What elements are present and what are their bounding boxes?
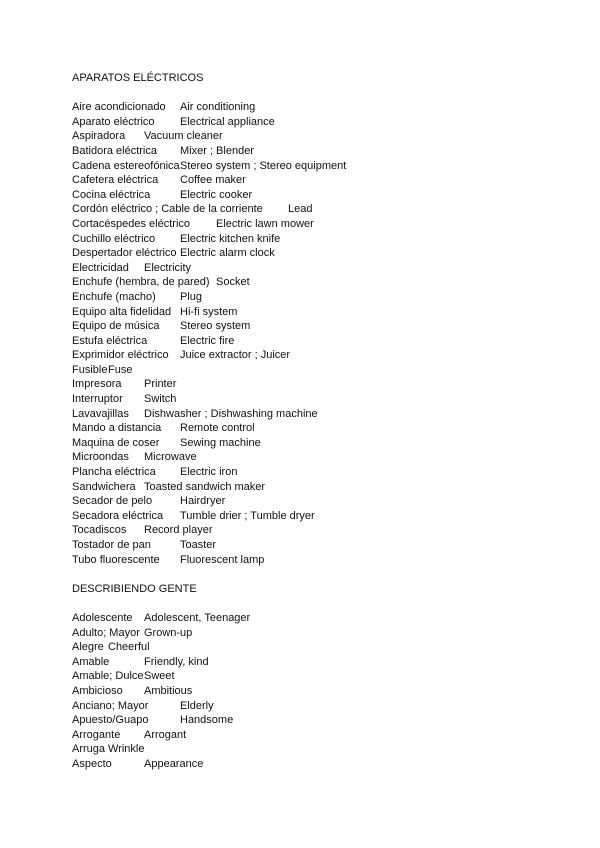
entry-row [72, 363, 572, 378]
english-term: Coffee maker [180, 174, 246, 187]
spanish-term: Adulto; Mayor [72, 626, 140, 639]
english-term: Cheerful [108, 641, 150, 654]
entry-row [72, 129, 572, 144]
entry-row [72, 523, 572, 538]
english-term: Switch [144, 393, 177, 406]
english-term: Electric kitchen knife [180, 232, 281, 245]
english-term: Microwave [144, 451, 197, 464]
spanish-term: Adolescente [72, 611, 133, 624]
english-term: Arrogant [144, 728, 187, 741]
spanish-term: Cadena estereofónica [72, 159, 180, 172]
english-term: Friendly, kind [144, 655, 209, 668]
document-page [72, 71, 572, 772]
spanish-term: Aspecto [72, 757, 112, 770]
entry-row [72, 436, 572, 451]
spanish-term: Plancha eléctrica [72, 466, 156, 479]
spanish-term: Impresora [72, 378, 122, 391]
glossary-section [72, 582, 572, 772]
section-title: APARATOS ELÉCTRICOS [72, 72, 204, 84]
spanish-term: Batidora eléctrica [72, 144, 157, 157]
english-term: Wrinkle [108, 743, 145, 756]
english-term: Air conditioning [180, 101, 256, 114]
spanish-term: Secador de pelo [72, 495, 153, 508]
spanish-term: Enchufe (hembra, de pared) [72, 276, 210, 289]
entry-row [72, 217, 572, 232]
entry-row [72, 392, 572, 407]
entry-row [72, 144, 572, 159]
entry-row [72, 348, 572, 363]
spanish-term: Ambicioso [72, 684, 123, 697]
spanish-term: Apuesto/Guapo [72, 714, 149, 727]
entry-list [72, 611, 572, 772]
entry-row [72, 334, 572, 349]
english-term: Hi-fi system [180, 305, 238, 318]
entry-row [72, 377, 572, 392]
spanish-term: Interruptor [72, 393, 123, 406]
entry-row [72, 261, 572, 276]
english-term: Sewing machine [180, 436, 261, 449]
english-term: Socket [216, 276, 250, 289]
english-term: Stereo system ; Stereo equipment [180, 159, 347, 172]
spanish-term: Electricidad [72, 261, 129, 274]
english-term: Plug [180, 290, 203, 303]
english-term: Electric alarm clock [180, 247, 275, 260]
entry-row [72, 159, 572, 174]
spanish-term: Lavavajillas [72, 407, 129, 420]
entry-row [72, 640, 572, 655]
spanish-term: Aspiradora [72, 130, 126, 143]
entry-row [72, 757, 572, 772]
spanish-term: Aire acondicionado [72, 101, 166, 114]
entry-row [72, 553, 572, 568]
english-term: Stereo system [180, 320, 251, 333]
spanish-term: Tubo fluorescente [72, 553, 160, 566]
english-term: Electric cooker [180, 188, 253, 201]
entry-list [72, 100, 572, 567]
spanish-term: Enchufe (macho) [72, 290, 156, 303]
english-term: Juice extractor ; Juicer [180, 349, 291, 362]
entry-row [72, 509, 572, 524]
english-term: Fuse [108, 363, 133, 376]
spanish-term: Equipo alta fidelidad [72, 305, 172, 318]
entry-row [72, 713, 572, 728]
entry-row [72, 728, 572, 743]
english-term: Appearance [144, 757, 204, 770]
entry-row [72, 246, 572, 261]
spanish-term: Cafetera eléctrica [72, 174, 159, 187]
english-term: Tumble drier ; Tumble dryer [180, 509, 315, 522]
spanish-term: Estufa eléctrica [72, 334, 148, 347]
spanish-term: Mando a distancia [72, 422, 162, 435]
english-term: Elderly [180, 699, 214, 712]
english-term: Ambitious [144, 684, 193, 697]
entry-row [72, 275, 572, 290]
english-term: Dishwasher ; Dishwashing machine [144, 407, 318, 420]
entry-row [72, 188, 572, 203]
spanish-term: Anciano; Mayor [72, 699, 149, 712]
english-term: Electric fire [180, 334, 235, 347]
spanish-term: Cuchillo eléctrico [72, 232, 156, 245]
english-term: Lead [288, 203, 313, 216]
entry-row [72, 290, 572, 305]
spanish-term: Cortacéspedes eléctrico [72, 217, 191, 230]
english-term: Grown-up [144, 626, 193, 639]
entry-row [72, 319, 572, 334]
english-term: Handsome [180, 714, 234, 727]
english-term: Toasted sandwich maker [144, 480, 266, 493]
entry-row [72, 494, 572, 509]
entry-row [72, 611, 572, 626]
entry-row [72, 100, 572, 115]
entry-row [72, 684, 572, 699]
entry-row [72, 232, 572, 247]
english-term: Toaster [180, 539, 217, 551]
section-title: DESCRIBIENDO GENTE [72, 582, 197, 595]
entry-row [72, 655, 572, 670]
spanish-term: Fusible [72, 363, 108, 376]
glossary-section [72, 71, 572, 582]
spanish-term: Amable [72, 655, 110, 668]
entry-row [72, 480, 572, 495]
entry-row [72, 202, 572, 217]
entry-row [72, 305, 572, 320]
spanish-term: Microondas [72, 451, 129, 464]
english-term: Mixer ; Blender [180, 144, 254, 157]
entry-row [72, 450, 572, 465]
entry-row [72, 465, 572, 480]
spanish-term: Tostador de pan [72, 539, 151, 551]
spanish-term: Secadora eléctrica [72, 509, 164, 522]
entry-row [72, 538, 572, 553]
english-term: Electricity [144, 261, 192, 274]
english-term: Printer [144, 378, 177, 391]
english-term: Electric lawn mower [216, 217, 314, 230]
english-term: Fluorescent lamp [180, 553, 265, 566]
spanish-term: Amable; Dulce [72, 670, 144, 683]
spanish-term: Cordón eléctrico ; Cable de la corriente [72, 203, 263, 216]
entry-row [72, 407, 572, 422]
spanish-term: Arrogante [72, 728, 121, 741]
spanish-term: Maquina de coser [72, 436, 160, 449]
spanish-term: Tocadiscos [72, 524, 127, 537]
entry-row [72, 421, 572, 436]
entry-row [72, 626, 572, 641]
spanish-term: Sandwichera [72, 480, 136, 493]
entry-row [72, 669, 572, 684]
entry-row [72, 115, 572, 130]
spanish-term: Alegre [72, 641, 104, 654]
english-term: Remote control [180, 422, 255, 435]
spanish-term: Arruga [72, 743, 106, 756]
spanish-term: Cocina eléctrica [72, 188, 151, 201]
english-term: Sweet [144, 670, 175, 683]
glossary-sections [72, 71, 572, 772]
entry-row [72, 699, 572, 714]
spanish-term: Exprimidor eléctrico [72, 349, 169, 362]
spanish-term: Despertador eléctrico [72, 247, 177, 260]
english-term: Hairdryer [180, 495, 226, 508]
english-term: Vacuum cleaner [144, 130, 223, 143]
spanish-term: Equipo de música [72, 320, 160, 333]
english-term: Electric iron [180, 466, 238, 479]
english-term: Record player [144, 524, 213, 537]
entry-row [72, 173, 572, 188]
english-term: Adolescent, Teenager [144, 611, 251, 624]
entry-row [72, 742, 572, 757]
spanish-term: Aparato eléctrico [72, 115, 155, 128]
english-term: Electrical appliance [180, 115, 275, 128]
